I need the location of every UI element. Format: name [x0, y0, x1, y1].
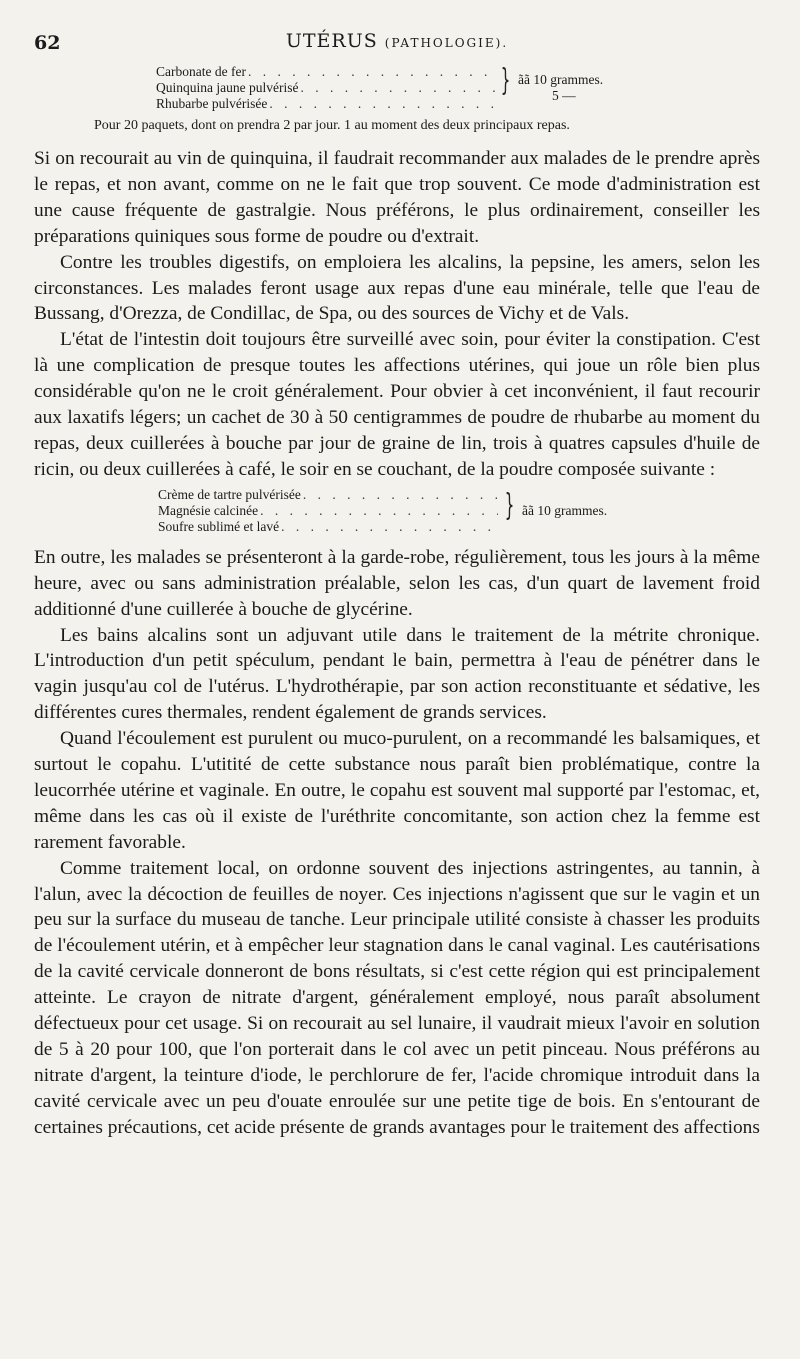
ingredient-row	[156, 96, 496, 112]
prescription-formula-1	[156, 64, 760, 116]
running-title-sub: (PATHOLOGIE).	[384, 36, 509, 50]
leader-dots	[246, 64, 496, 80]
leader-dots	[298, 80, 496, 96]
page-number: 62	[34, 32, 61, 54]
prescription-formula-2	[158, 487, 760, 539]
paragraph: Les bains alcalins sont un adjuvant utile dans le traitement de la métrite chronique. L'introduction d'un petit spéculum, pendant le bain, permettra à l'eau de pénétrer dans le vagin jusqu'au col de l'utérus. L'hydrothérapie, par son action reconstituante et sédative, les différentes cures thermales, rendent également de grands services.	[34, 624, 760, 724]
ingredient-name: Magnésie calcinée	[158, 502, 259, 518]
paragraph: Comme traitement local, on ordonne souvent des injections astringentes, au tannin, à l'alun, avec la décoction de feuilles de noyer. Ces injections n'agissent que sur le vagin et un peu sur la surface du museau de tanche. Leur principale utilité consiste à chasser les produits de l'écoulement utérin, et à empêcher leur stagnation dans le canal vaginal. Les cautérisations de la cavité cervicale donneront de bons résultats, si c'est cette région qui est principalement atteinte. Le crayon de nitrate d'argent, généralement employé, nous paraît absolument défectueux pour cet usage. Si on recourait au sel lunaire, il vaudrait mieux l'avoir en solution de 5 à 20 pour 100, que l'on porterait dans le col avec un petit pinceau. Nous préférons au nitrate d'argent, la teinture d'iode, le perchlorure de fer, l'acide chromique introduit dans la cavité cervicale avec un peu d'ouate enroulée sur une petite tige de bois. En s'entourant de certaines précautions, cet acide présente de grands avantages pour le traitement des affections	[34, 857, 760, 1138]
paragraph: Si on recourait au vin de quinquina, il faudrait recommander aux malades de le prendre après le repas, et non avant, comme on ne le fait que trop souvent. Ce mode d'administration est une cause fréquente de gastralgie. Nous préférons, le plus ordinairement, conseiller les préparations quiniques sous forme de poudre ou d'extrait.	[34, 148, 760, 247]
ingredient-row	[158, 503, 498, 519]
leader-dots	[267, 96, 496, 112]
paragraph: L'état de l'intestin doit toujours être surveillé avec soin, pour éviter la constipation. C'est là une complication de presque toutes les affections utérines, qui joue un rôle bien plus considérable qu'on ne le croit généralement. Pour obvier à cet inconvénient, il faut recourir aux laxatifs légers; un cachet de 30 à 50 centigrammes de poudre de rhubarbe au moment du repas, deux cuillerées à bouche par jour de graine de lin, trois à quatres capsules d'huile de ricin, ou deux cuillerées à café, le soir en se couchant, de la poudre composée suivante :	[34, 329, 760, 480]
leader-dots	[301, 487, 498, 503]
leader-dots	[258, 503, 498, 519]
paragraph: Quand l'écoulement est purulent ou muco-purulent, on a recommandé les balsamiques, et surtout le copahu. L'utitité de cette substance nous paraît bien problématique, contre la leucorrhée utérine et vaginale. En outre, le copahu est souvent mal supporté par l'estomac, et, même dans les cas où il existe de l'uréthrite concomitante, son action chez la femme est rarement favorable.	[34, 728, 760, 853]
ingredient-row	[158, 487, 498, 503]
dose-label: ãã 10 grammes.	[518, 72, 604, 87]
ingredient-name: Crème de tartre pulvérisée	[158, 486, 301, 502]
ingredient-row	[156, 64, 496, 80]
ingredient-name: Carbonate de fer	[156, 64, 246, 79]
brace: }	[500, 63, 511, 98]
page-header	[34, 26, 760, 60]
brace: }	[504, 487, 515, 523]
formula-note: Pour 20 paquets, dont on prendra 2 par jour. 1 au moment des deux principaux repas.	[94, 118, 570, 133]
leader-dots	[279, 519, 498, 535]
ingredient-name: Quinquina jaune pulvérisé	[156, 80, 299, 95]
dose-label: 5 —	[552, 88, 576, 103]
ingredient-name: Soufre sublimé et lavé	[158, 518, 280, 534]
ingredient-row	[156, 80, 496, 96]
running-title	[34, 30, 760, 52]
ingredient-name: Rhubarbe pulvérisée	[156, 96, 268, 111]
paragraph: En outre, les malades se présenteront à la garde-robe, régulièrement, tous les jours à la même heure, avec ou sans administration préalable, selon les cas, d'un quart de lavement froid additionné d'une cuillerée à bouche de glycérine.	[34, 546, 760, 620]
ingredient-row	[158, 519, 498, 535]
paragraph: Contre les troubles digestifs, on emploiera les alcalins, la pepsine, les amers, selon les circonstances. Les malades feront usage aux repas d'une eau minérale, telle que l'eau de Bussang, d'Orezza, de Condillac, de Spa, ou des sources de Vichy et de Vals.	[34, 251, 760, 325]
dose-label: ãã 10 grammes.	[522, 502, 608, 518]
running-title-main: UTÉRUS	[285, 30, 378, 52]
